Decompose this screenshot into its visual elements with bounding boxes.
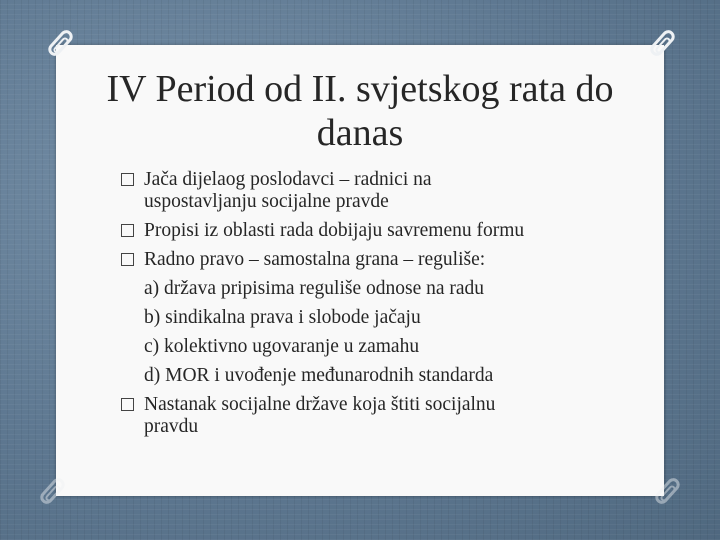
bullet-text: pravdu: [144, 416, 199, 437]
bullet-item: [120, 220, 640, 242]
slide-title-line-2: danas: [316, 112, 404, 154]
hollow-square-bullet-icon: [121, 224, 134, 237]
bullet-text: Propisi iz oblasti rada dobijaju savremenu formu: [144, 220, 525, 241]
bullet-text: Radno pravo – samostalna grana – reguliše:: [144, 249, 486, 270]
sub-list-item: c) kolektivno ugovaranje u zamahu: [144, 336, 420, 357]
slide-title: [0, 67, 720, 155]
bullet-text: Nastanak socijalne države koja štiti socijalnu: [144, 394, 496, 415]
sub-list-item: d) MOR i uvođenje međunarodnih standarda: [144, 365, 494, 386]
bullet-item: [120, 169, 640, 213]
bullet-item: [120, 249, 640, 271]
sub-list-item: a) država pripisima reguliše odnose na radu: [144, 278, 485, 299]
bullet-item: [120, 394, 640, 438]
bullet-text: uspostavljanju socijalne pravde: [144, 191, 389, 212]
bullet-text: Jača dijelaog poslodavci – radnici na: [144, 169, 432, 190]
hollow-square-bullet-icon: [121, 173, 134, 186]
hollow-square-bullet-icon: [121, 253, 134, 266]
slide-content: [120, 169, 640, 438]
hollow-square-bullet-icon: [121, 398, 134, 411]
sub-list-item: b) sindikalna prava i slobode jačaju: [144, 307, 421, 328]
slide-title-line-1: IV Period od II. svjetskog rata do: [106, 68, 614, 110]
